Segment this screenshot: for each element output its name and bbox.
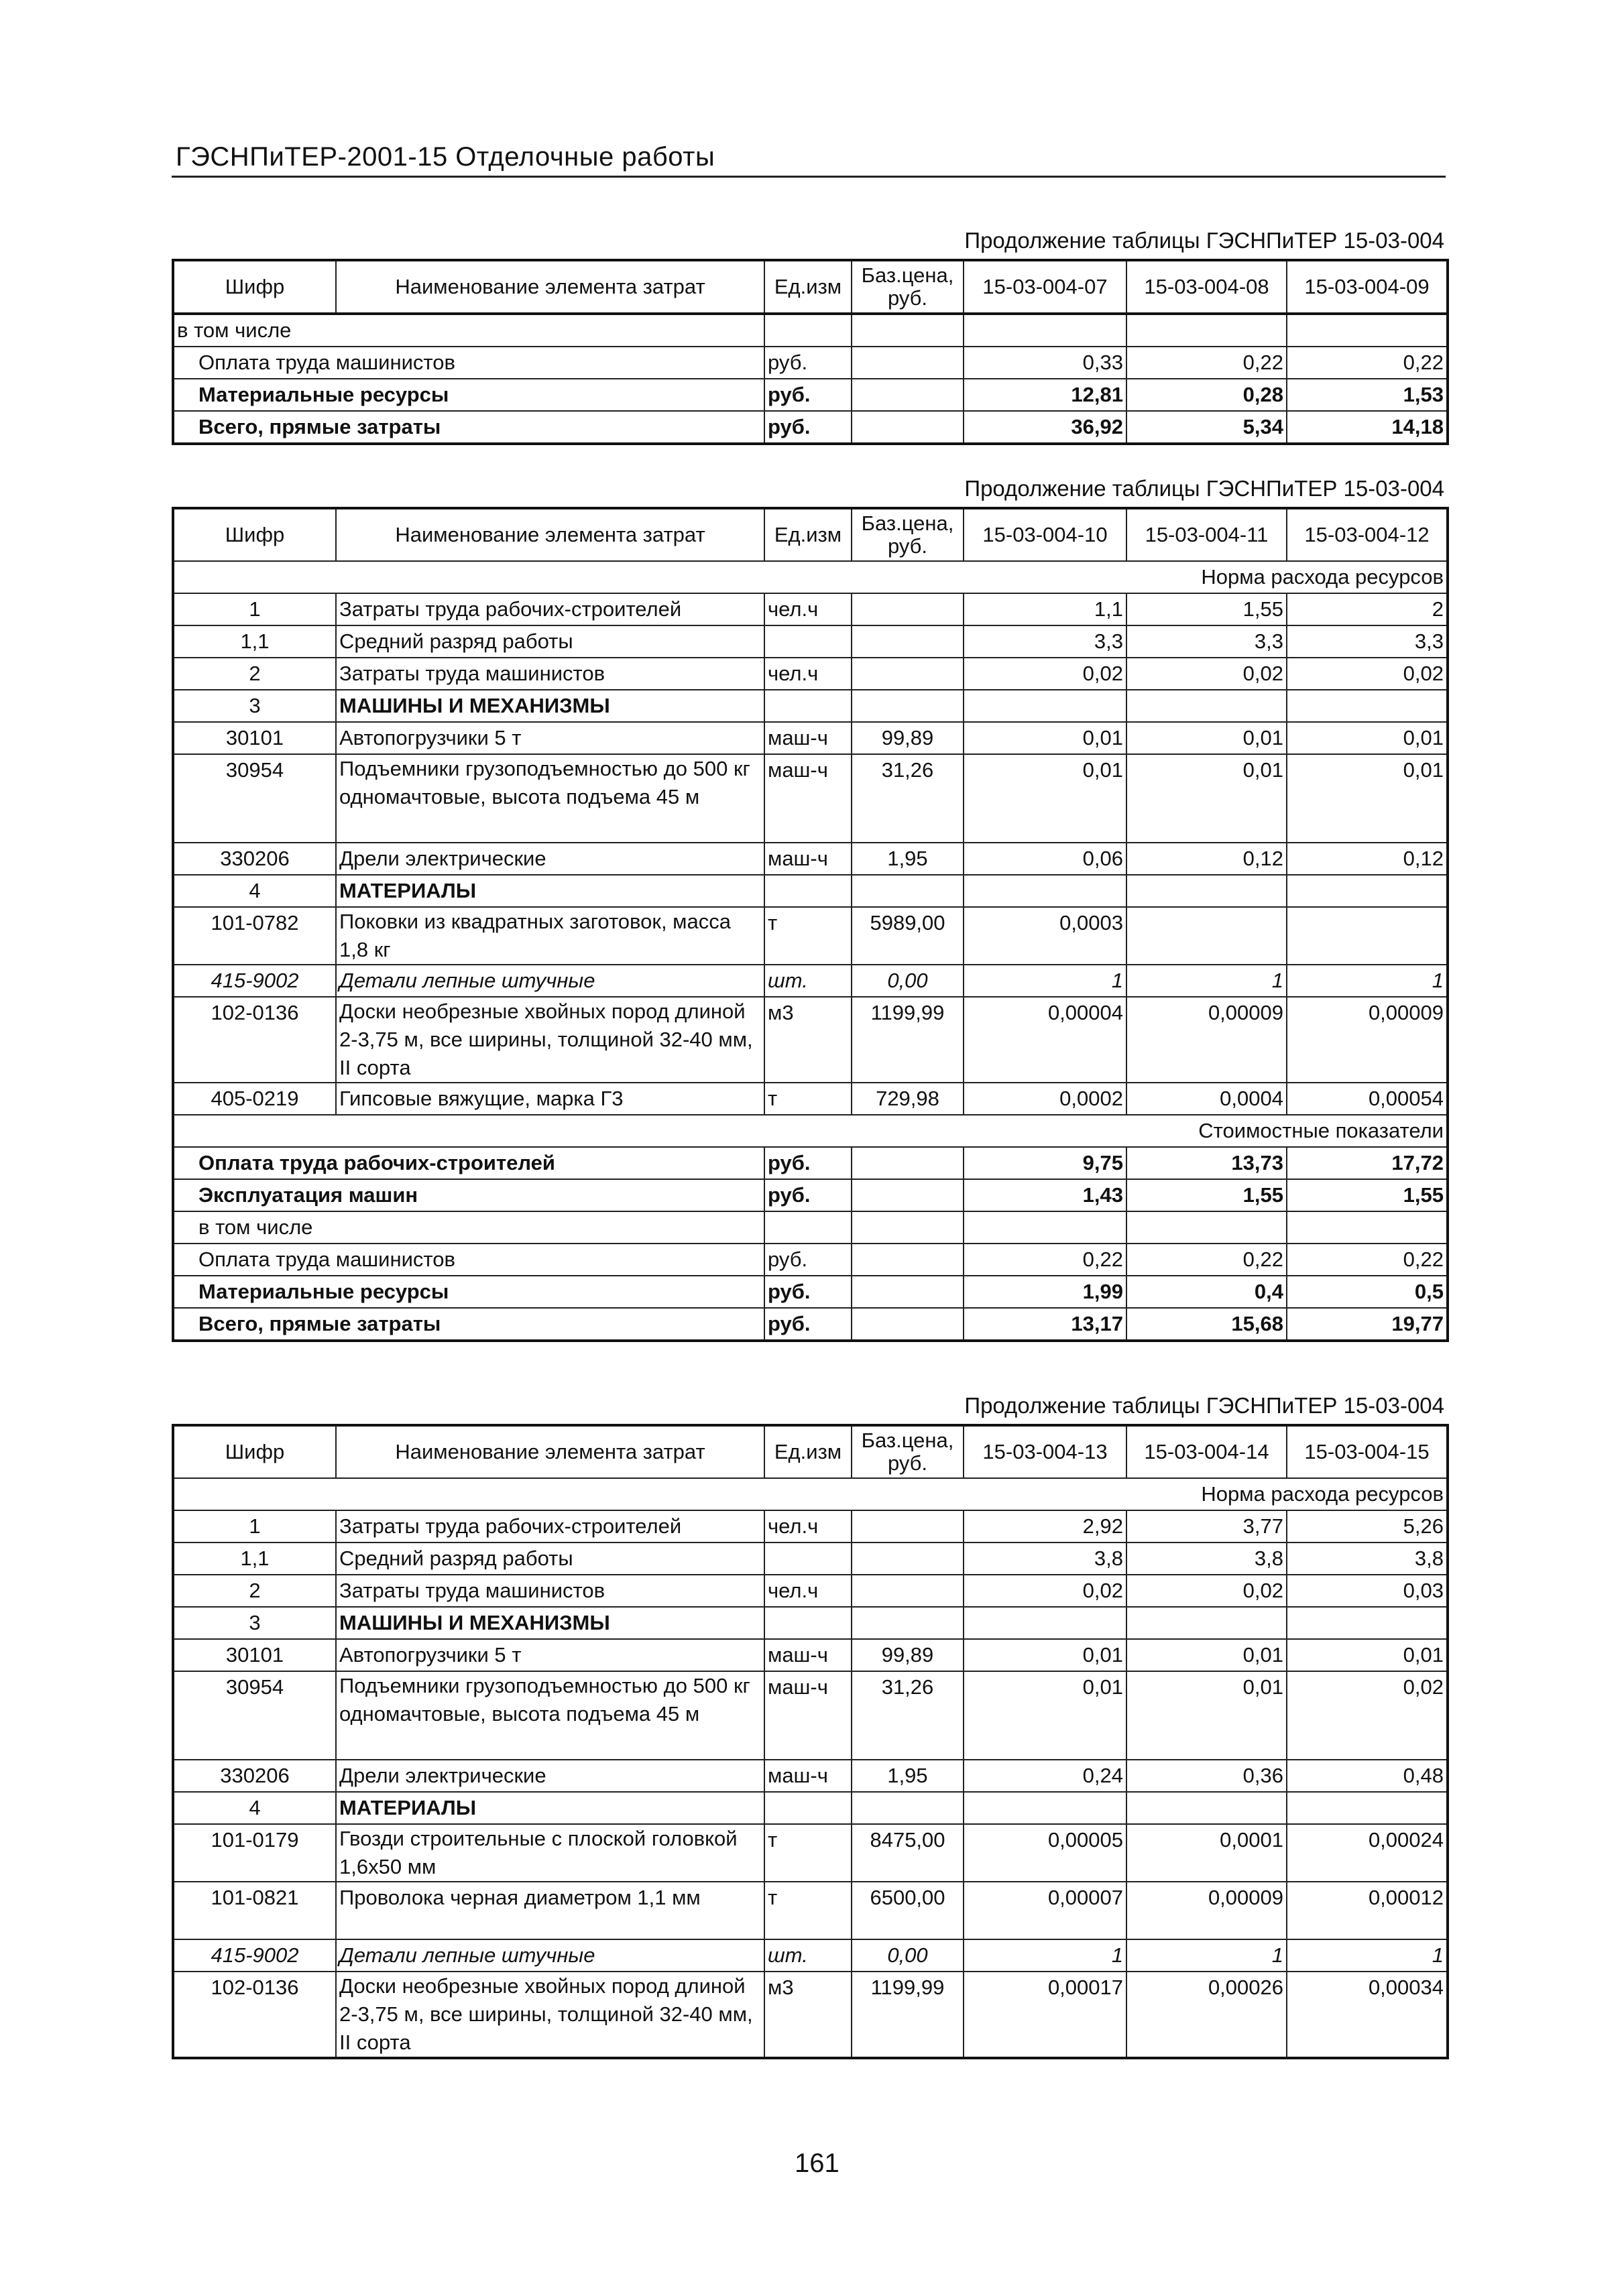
row-unit: чел.ч (764, 1510, 852, 1543)
summary-row (173, 1276, 1448, 1308)
cell-value: 0,12 (1126, 843, 1287, 875)
cell-value: 0,01 (1126, 1671, 1287, 1760)
col-header-price: Баз.цена, руб. (852, 508, 964, 561)
row-unit: т (764, 1083, 852, 1115)
document-header-title: ГЭСНПиТЕР-2001-15 Отделочные работы (176, 142, 715, 172)
row-code: 1,1 (173, 1543, 336, 1575)
row-label: Всего, прямые затраты (173, 1308, 764, 1341)
norm-label: Норма расхода ресурсов (173, 1478, 1448, 1510)
row-unit: шт. (764, 965, 852, 997)
cell-value: 0,24 (964, 1760, 1126, 1792)
row-label: Оплата труда рабочих-строителей (173, 1147, 764, 1179)
table-row (173, 1607, 1448, 1639)
row-price: 1,95 (852, 843, 964, 875)
cell-value: 2 (1287, 593, 1448, 625)
cell-value: 0,00017 (964, 1972, 1126, 2058)
summary-row (173, 1308, 1448, 1341)
table2-header-row (173, 508, 1448, 561)
col-header-unit: Ед.изм (764, 260, 852, 314)
cell-value: 0,03 (1287, 1575, 1448, 1607)
col-header-rate: 15-03-004-13 (964, 1425, 1126, 1478)
col-header-name: Наименование элемента затрат (336, 1425, 764, 1478)
cell-value: 0,01 (964, 754, 1126, 843)
table-row (173, 1760, 1448, 1792)
summary-row (173, 1211, 1448, 1244)
row-price: 1,95 (852, 1760, 964, 1792)
col-header-rate: 15-03-004-08 (1126, 260, 1287, 314)
cell-value: 0,00004 (964, 997, 1126, 1083)
row-unit: маш-ч (764, 1760, 852, 1792)
col-header-unit: Ед.изм (764, 1425, 852, 1478)
row-code: 2 (173, 658, 336, 690)
row-label: в том числе (173, 1211, 764, 1244)
cell-value: 0,00024 (1287, 1824, 1448, 1882)
row-unit: руб. (764, 347, 852, 379)
section-label-row (173, 1115, 1448, 1147)
row-name: Детали лепные штучные (336, 965, 764, 997)
cell-value: 0,01 (1126, 754, 1287, 843)
row-name: Затраты труда рабочих-строителей (336, 1510, 764, 1543)
cell-value: 0,0001 (1126, 1824, 1287, 1882)
cell-value: 1,43 (964, 1179, 1126, 1211)
table-row (173, 965, 1448, 997)
cell-value: 0,00007 (964, 1882, 1126, 1939)
cell-value: 0,22 (1126, 1244, 1287, 1276)
table-row (173, 843, 1448, 875)
header-rule (172, 176, 1446, 178)
row-code: 101-0179 (173, 1824, 336, 1882)
cell-value: 0,00034 (1287, 1972, 1448, 2058)
cell-value: 0,02 (1126, 1575, 1287, 1607)
row-unit: м3 (764, 997, 852, 1083)
row-name: Проволока черная диаметром 1,1 мм (336, 1882, 764, 1939)
row-price: 8475,00 (852, 1824, 964, 1882)
cell-value: 2,92 (964, 1510, 1126, 1543)
table1 (172, 259, 1449, 445)
row-code: 30101 (173, 722, 336, 754)
cell-value: 0,22 (964, 1244, 1126, 1276)
cell-value: 1,53 (1287, 379, 1448, 411)
cell-value: 1,55 (1126, 593, 1287, 625)
row-price: 0,00 (852, 1939, 964, 1972)
table-row (173, 754, 1448, 843)
cell-value: 9,75 (964, 1147, 1126, 1179)
row-code: 1,1 (173, 625, 336, 658)
cell-value: 0,00009 (1126, 997, 1287, 1083)
cell-value: 1 (1287, 1939, 1448, 1972)
section-label-row (173, 1478, 1448, 1510)
row-unit: т (764, 1824, 852, 1882)
row-code: 102-0136 (173, 1972, 336, 2058)
row-price (852, 1510, 964, 1543)
row-unit: чел.ч (764, 593, 852, 625)
row-code: 330206 (173, 1760, 336, 1792)
row-price: 1199,99 (852, 997, 964, 1083)
cell-value: 17,72 (1287, 1147, 1448, 1179)
row-code: 330206 (173, 843, 336, 875)
cell-value: 3,8 (964, 1543, 1126, 1575)
row-price: 31,26 (852, 1671, 964, 1760)
cell-value: 0,00009 (1126, 1882, 1287, 1939)
row-unit: руб. (764, 1308, 852, 1341)
row-unit (764, 625, 852, 658)
cell-value: 0,01 (1126, 722, 1287, 754)
cell-value: 0,22 (1126, 347, 1287, 379)
row-price (852, 625, 964, 658)
row-name: Средний разряд работы (336, 1543, 764, 1575)
cell-value: 3,3 (1287, 625, 1448, 658)
col-header-rate: 15-03-004-07 (964, 260, 1126, 314)
table-row (173, 1824, 1448, 1882)
summary-row (173, 1147, 1448, 1179)
col-header-rate: 15-03-004-12 (1287, 508, 1448, 561)
row-unit: шт. (764, 1939, 852, 1972)
table-row (173, 1510, 1448, 1543)
cell-value: 14,18 (1287, 411, 1448, 444)
col-header-code: Шифр (173, 1425, 336, 1478)
row-unit: т (764, 907, 852, 965)
table-row (173, 997, 1448, 1083)
table-row (173, 1639, 1448, 1671)
row-unit: чел.ч (764, 658, 852, 690)
row-unit: т (764, 1882, 852, 1939)
row-price: 1199,99 (852, 1972, 964, 2058)
col-header-unit: Ед.изм (764, 508, 852, 561)
cell-value: 0,01 (1287, 1639, 1448, 1671)
cell-value: 1,1 (964, 593, 1126, 625)
row-unit: маш-ч (764, 1639, 852, 1671)
row-name: Подъемники грузоподъемностью до 500 кг одномачтовые, высота подъема 45 м (336, 1671, 764, 1760)
cell-value: 1,55 (1287, 1179, 1448, 1211)
cell-value: 5,34 (1126, 411, 1287, 444)
cell-value: 15,68 (1126, 1308, 1287, 1341)
row-code: 2 (173, 1575, 336, 1607)
cell-value: 19,77 (1287, 1308, 1448, 1341)
row-name: МАТЕРИАЛЫ (336, 875, 764, 907)
cell-value: 0,28 (1126, 379, 1287, 411)
row-unit: руб. (764, 1276, 852, 1308)
row-name: Детали лепные штучные (336, 1939, 764, 1972)
cell-value: 12,81 (964, 379, 1126, 411)
cell-value (1287, 907, 1448, 965)
cell-value: 0,06 (964, 843, 1126, 875)
row-name: Доски необрезные хвойных пород длиной 2-3,75 м, все ширины, толщиной 32-40 мм, II сорта (336, 997, 764, 1083)
table1-header-row (173, 260, 1448, 314)
table2 (172, 507, 1449, 1342)
table-row (173, 1671, 1448, 1760)
cell-value: 5,26 (1287, 1510, 1448, 1543)
table-row (173, 1792, 1448, 1824)
page-number: 161 (795, 2149, 839, 2178)
row-name: Затраты труда машинистов (336, 658, 764, 690)
col-header-price: Баз.цена, руб. (852, 260, 964, 314)
row-label: Эксплуатация машин (173, 1179, 764, 1211)
table3 (172, 1424, 1449, 2059)
row-code: 415-9002 (173, 1939, 336, 1972)
cell-value: 0,01 (1126, 1639, 1287, 1671)
row-label: Оплата труда машинистов (173, 1244, 764, 1276)
cell-value: 0,01 (964, 722, 1126, 754)
row-name: Затраты труда рабочих-строителей (336, 593, 764, 625)
row-price: 99,89 (852, 722, 964, 754)
table-row (173, 379, 1448, 411)
row-code: 405-0219 (173, 1083, 336, 1115)
row-price: 6500,00 (852, 1882, 964, 1939)
cell-value: 3,3 (1126, 625, 1287, 658)
row-name: Поковки из квадратных заготовок, масса 1,8 кг (336, 907, 764, 965)
row-name: Дрели электрические (336, 843, 764, 875)
row-name: МАТЕРИАЛЫ (336, 1792, 764, 1824)
row-unit: маш-ч (764, 1671, 852, 1760)
row-label: Материальные ресурсы (173, 379, 764, 411)
row-price: 5989,00 (852, 907, 964, 965)
row-label: в том числе (173, 314, 764, 347)
table-row (173, 593, 1448, 625)
table3-header-row (173, 1425, 1448, 1478)
cell-value: 0,02 (1287, 658, 1448, 690)
row-name: Затраты труда машинистов (336, 1575, 764, 1607)
row-code: 4 (173, 1792, 336, 1824)
row-price (852, 593, 964, 625)
summary-row (173, 1244, 1448, 1276)
row-unit: чел.ч (764, 1575, 852, 1607)
col-header-rate: 15-03-004-14 (1126, 1425, 1287, 1478)
row-unit: руб. (764, 411, 852, 444)
row-code: 1 (173, 593, 336, 625)
col-header-price: Баз.цена, руб. (852, 1425, 964, 1478)
row-price: 99,89 (852, 1639, 964, 1671)
cell-value: 0,33 (964, 347, 1126, 379)
table-row (173, 1882, 1448, 1939)
row-code: 415-9002 (173, 965, 336, 997)
row-code: 3 (173, 690, 336, 722)
row-unit: руб. (764, 1147, 852, 1179)
cell-value: 0,22 (1287, 347, 1448, 379)
table-row (173, 347, 1448, 379)
table1-caption: Продолжение таблицы ГЭСНПиТЕР 15-03-004 (964, 228, 1444, 253)
row-name: Доски необрезные хвойных пород длиной 2-3,75 м, все ширины, толщиной 32-40 мм, II сорта (336, 1972, 764, 2058)
row-code: 1 (173, 1510, 336, 1543)
table-row (173, 1543, 1448, 1575)
row-code: 30954 (173, 754, 336, 843)
cell-value: 3,8 (1287, 1543, 1448, 1575)
row-unit: руб. (764, 1179, 852, 1211)
row-label: Материальные ресурсы (173, 1276, 764, 1308)
cell-value: 0,22 (1287, 1244, 1448, 1276)
cell-value: 36,92 (964, 411, 1126, 444)
row-unit (764, 1543, 852, 1575)
row-name: Автопогрузчики 5 т (336, 722, 764, 754)
cell-value: 13,17 (964, 1308, 1126, 1341)
row-name: Автопогрузчики 5 т (336, 1639, 764, 1671)
row-label: Оплата труда машинистов (173, 347, 764, 379)
col-header-rate: 15-03-004-15 (1287, 1425, 1448, 1478)
cell-value: 0,12 (1287, 843, 1448, 875)
table-row (173, 1083, 1448, 1115)
table-row (173, 411, 1448, 444)
cell-value: 1 (964, 965, 1126, 997)
row-code: 101-0782 (173, 907, 336, 965)
row-name: Гвозди строительные с плоской головкой 1,6х50 мм (336, 1824, 764, 1882)
cell-value: 0,00026 (1126, 1972, 1287, 2058)
cell-value: 0,4 (1126, 1276, 1287, 1308)
cell-value: 0,36 (1126, 1760, 1287, 1792)
table3-caption: Продолжение таблицы ГЭСНПиТЕР 15-03-004 (964, 1393, 1444, 1418)
row-name: Средний разряд работы (336, 625, 764, 658)
row-price (852, 1575, 964, 1607)
table-row (173, 722, 1448, 754)
cell-value: 1,99 (964, 1276, 1126, 1308)
table-row (173, 1939, 1448, 1972)
row-price: 729,98 (852, 1083, 964, 1115)
cell-value: 0,48 (1287, 1760, 1448, 1792)
col-header-rate: 15-03-004-11 (1126, 508, 1287, 561)
section-label-row (173, 561, 1448, 593)
col-header-code: Шифр (173, 508, 336, 561)
cell-value: 0,01 (1287, 722, 1448, 754)
cell-value (1126, 907, 1287, 965)
row-price (852, 1543, 964, 1575)
cost-label: Стоимостные показатели (173, 1115, 1448, 1147)
col-header-rate: 15-03-004-10 (964, 508, 1126, 561)
cell-value: 0,02 (1126, 658, 1287, 690)
row-code: 102-0136 (173, 997, 336, 1083)
row-code: 30101 (173, 1639, 336, 1671)
row-name: МАШИНЫ И МЕХАНИЗМЫ (336, 1607, 764, 1639)
norm-label: Норма расхода ресурсов (173, 561, 1448, 593)
cell-value: 3,77 (1126, 1510, 1287, 1543)
col-header-rate: 15-03-004-09 (1287, 260, 1448, 314)
cell-value: 0,01 (964, 1671, 1126, 1760)
row-code: 101-0821 (173, 1882, 336, 1939)
cell-value: 0,5 (1287, 1276, 1448, 1308)
cell-value: 3,8 (1126, 1543, 1287, 1575)
cell-value: 1 (1126, 1939, 1287, 1972)
row-name: Подъемники грузоподъемностью до 500 кг одномачтовые, высота подъема 45 м (336, 754, 764, 843)
summary-row (173, 1179, 1448, 1211)
row-code: 30954 (173, 1671, 336, 1760)
table-row (173, 314, 1448, 347)
row-price (852, 658, 964, 690)
cell-value: 3,3 (964, 625, 1126, 658)
cell-value: 0,0004 (1126, 1083, 1287, 1115)
row-unit: руб. (764, 379, 852, 411)
table2-caption: Продолжение таблицы ГЭСНПиТЕР 15-03-004 (964, 476, 1444, 501)
cell-value: 0,02 (1287, 1671, 1448, 1760)
cell-value: 1,55 (1126, 1179, 1287, 1211)
row-name: Дрели электрические (336, 1760, 764, 1792)
row-name: Гипсовые вяжущие, марка Г3 (336, 1083, 764, 1115)
row-code: 4 (173, 875, 336, 907)
cell-value: 0,0003 (964, 907, 1126, 965)
cell-value: 0,01 (1287, 754, 1448, 843)
cell-value: 0,00054 (1287, 1083, 1448, 1115)
col-header-name: Наименование элемента затрат (336, 508, 764, 561)
cell-value: 1 (964, 1939, 1126, 1972)
cell-value: 0,00009 (1287, 997, 1448, 1083)
table-row (173, 690, 1448, 722)
cell-value: 1 (1126, 965, 1287, 997)
cell-value: 1 (1287, 965, 1448, 997)
row-label: Всего, прямые затраты (173, 411, 764, 444)
row-unit: руб. (764, 1244, 852, 1276)
col-header-name: Наименование элемента затрат (336, 260, 764, 314)
cell-value: 0,02 (964, 1575, 1126, 1607)
row-unit: маш-ч (764, 843, 852, 875)
cell-value: 0,01 (964, 1639, 1126, 1671)
table-row (173, 907, 1448, 965)
table-row (173, 625, 1448, 658)
table-row (173, 875, 1448, 907)
table-row (173, 1575, 1448, 1607)
table-row (173, 1972, 1448, 2058)
cell-value: 0,00012 (1287, 1882, 1448, 1939)
cell-value: 0,00005 (964, 1824, 1126, 1882)
cell-value: 0,02 (964, 658, 1126, 690)
row-unit: маш-ч (764, 722, 852, 754)
col-header-code: Шифр (173, 260, 336, 314)
row-code: 3 (173, 1607, 336, 1639)
row-price: 0,00 (852, 965, 964, 997)
row-unit: маш-ч (764, 754, 852, 843)
cell-value: 0,0002 (964, 1083, 1126, 1115)
table-row (173, 658, 1448, 690)
row-name: МАШИНЫ И МЕХАНИЗМЫ (336, 690, 764, 722)
cell-value: 13,73 (1126, 1147, 1287, 1179)
row-unit: м3 (764, 1972, 852, 2058)
row-price: 31,26 (852, 754, 964, 843)
